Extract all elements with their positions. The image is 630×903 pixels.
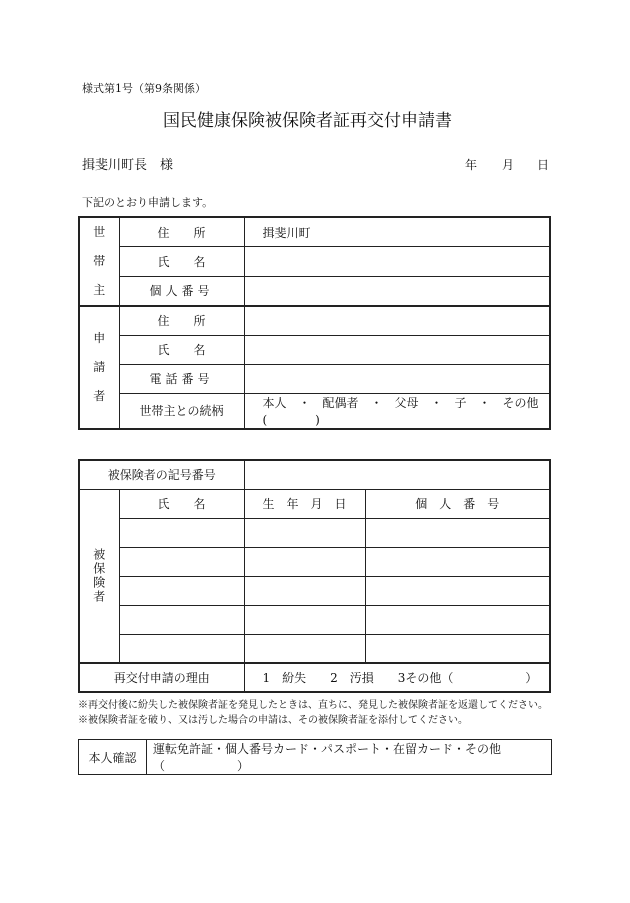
- insured-table: [78, 459, 551, 693]
- table-row: [79, 605, 550, 634]
- insured-name-cell[interactable]: [119, 547, 244, 576]
- date-month: 月: [502, 158, 515, 172]
- insured-col-name: 氏 名: [119, 489, 244, 518]
- identity-options[interactable]: 運転免許証・個人番号カード・パスポート・在留カード・その他（ ）: [147, 740, 552, 775]
- insured-id-cell[interactable]: [365, 634, 550, 663]
- applicant-phone-label: 電話番号: [119, 364, 244, 393]
- householder-address-label: 住 所: [119, 217, 244, 247]
- page-title: 国民健康保険被保険者証再交付申請書: [163, 111, 452, 131]
- insured-symbol-label: 被保険者の記号番号: [79, 460, 244, 489]
- insured-id-cell[interactable]: [365, 605, 550, 634]
- insured-name-cell[interactable]: [119, 634, 244, 663]
- applicant-name-label: 氏 名: [119, 335, 244, 364]
- applicant-table: [78, 216, 551, 430]
- insured-id-cell[interactable]: [365, 547, 550, 576]
- applicant-address-label: 住 所: [119, 306, 244, 335]
- table-row: [79, 547, 550, 576]
- table-row: [79, 518, 550, 547]
- identity-table: [78, 739, 552, 775]
- table-row: [79, 576, 550, 605]
- insured-name-cell[interactable]: [119, 518, 244, 547]
- insured-id-cell[interactable]: [365, 518, 550, 547]
- householder-name-label: 氏 名: [119, 247, 244, 277]
- insured-birth-cell[interactable]: [244, 576, 365, 605]
- householder-address-field[interactable]: 揖斐川町: [244, 217, 550, 247]
- addressee: 揖斐川町長 様: [82, 158, 174, 173]
- date-year: 年: [465, 158, 478, 172]
- insured-name-cell[interactable]: [119, 576, 244, 605]
- insured-birth-cell[interactable]: [244, 547, 365, 576]
- applicant-relation-options[interactable]: 本人 ・ 配偶者 ・ 父母 ・ 子 ・ その他( ): [244, 393, 550, 429]
- insured-name-cell[interactable]: [119, 605, 244, 634]
- note-2: ※被保険者証を破り、又は汚した場合の申請は、その被保険者証を添付してください。: [78, 715, 468, 726]
- applicant-name-field[interactable]: [244, 335, 550, 364]
- insured-id-cell[interactable]: [365, 576, 550, 605]
- insured-birth-cell[interactable]: [244, 518, 365, 547]
- reason-options[interactable]: 1 紛失 2 汚損 3その他（ ）: [244, 663, 550, 692]
- intro-text: 下記のとおり申請します。: [82, 196, 214, 209]
- insured-symbol-field[interactable]: [244, 460, 550, 489]
- identity-label: 本人確認: [79, 740, 147, 775]
- householder-id-label: 個人番号: [119, 276, 244, 306]
- applicant-relation-label: 世帯主との続柄: [119, 393, 244, 429]
- reason-label: 再交付申請の理由: [79, 663, 244, 692]
- householder-section-label: 世 帯 主: [79, 217, 119, 306]
- insured-col-birth: 生 年 月 日: [244, 489, 365, 518]
- insured-birth-cell[interactable]: [244, 605, 365, 634]
- applicant-section-label: 申 請 者: [79, 306, 119, 429]
- insured-birth-cell[interactable]: [244, 634, 365, 663]
- applicant-address-field[interactable]: [244, 306, 550, 335]
- householder-name-field[interactable]: [244, 247, 550, 277]
- insured-col-id: 個 人 番 号: [365, 489, 550, 518]
- note-1: ※再交付後に紛失した被保険者証を発見したときは、直ちに、発見した被保険者証を返還してください。: [78, 700, 548, 711]
- form-number: 様式第1号（第9条関係）: [82, 82, 206, 95]
- householder-id-field[interactable]: [244, 276, 550, 306]
- insured-side-label: 被保険者: [79, 489, 119, 663]
- date-day: 日: [537, 158, 550, 172]
- table-row: [79, 634, 550, 663]
- applicant-phone-field[interactable]: [244, 364, 550, 393]
